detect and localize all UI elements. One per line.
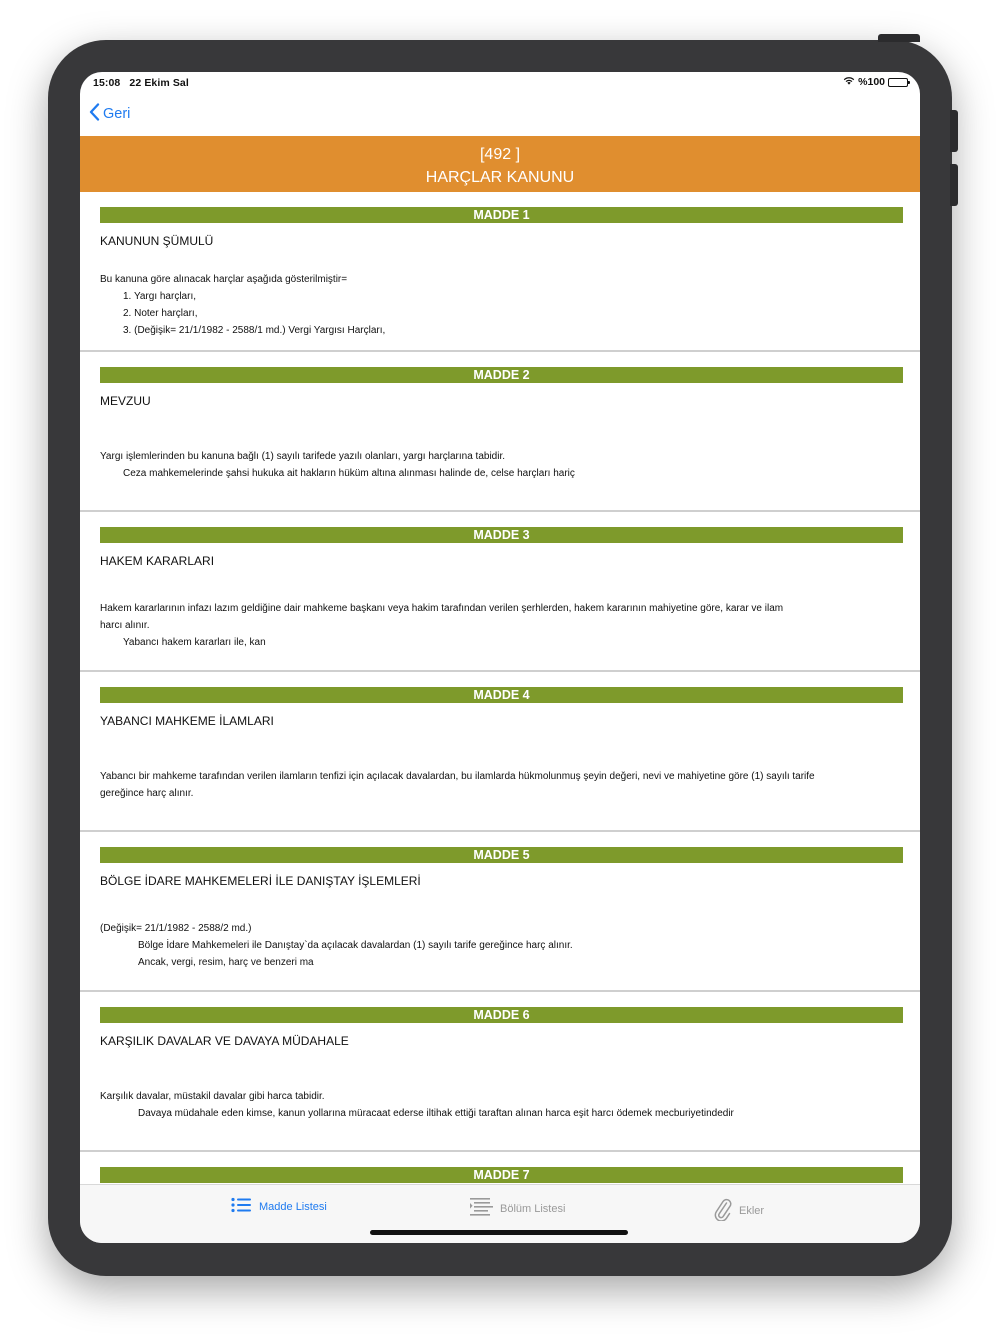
article-text-line: Yabancı bir mahkeme tarafından verilen ilamların tenfizi için açılacak davalardan, bu ilamlarda hükmolunmuş şeyin değeri, nevi ve mahiyetine göre (1) sayılı tarife	[100, 771, 815, 782]
list-icon	[231, 1197, 252, 1216]
back-label: Geri	[103, 106, 131, 122]
article-body	[100, 448, 900, 482]
clock: 15:08	[93, 77, 121, 89]
article-text-line: gereğince harç alınır.	[100, 788, 194, 799]
article-text-line: harcı alınır.	[100, 620, 150, 631]
article-label: MADDE 3	[100, 527, 903, 543]
article-row[interactable]	[80, 1152, 920, 1184]
tab-madde-listesi[interactable]	[231, 1197, 327, 1216]
article-text-line: Bu kanuna göre alınacak harçlar aşağıda gösterilmiştir=	[100, 274, 348, 285]
article-heading: HAKEM KARARLARI	[100, 554, 215, 568]
status-time	[93, 77, 189, 89]
text-align-icon	[470, 1197, 493, 1220]
law-title-banner	[80, 136, 920, 192]
article-text-line: Hakem kararlarının infazı lazım geldiğine dair mahkeme başkanı veya hakim tarafından verilen şerhlerden, hakem kararının mahiyetine göre, karar ve ilam	[100, 603, 784, 614]
article-heading: KANUNUN ŞÜMULÜ	[100, 234, 214, 248]
article-text-line: Karşılık davalar, müstakil davalar gibi harca tabidir.	[100, 1091, 325, 1102]
article-list[interactable]	[80, 192, 920, 1184]
article-label: MADDE 2	[100, 367, 903, 383]
article-body	[100, 271, 900, 339]
article-body	[100, 1088, 900, 1122]
status-bar	[80, 72, 920, 94]
article-text-line: 1. Yargı harçları,	[123, 291, 196, 302]
volume-down-button	[950, 164, 958, 206]
article-row[interactable]	[80, 192, 920, 352]
article-label: MADDE 7	[100, 1167, 903, 1183]
navigation-bar	[80, 100, 920, 136]
article-text-line: Ancak, vergi, resim, harç ve benzeri ma	[138, 957, 314, 968]
article-text-line: Yabancı hakem kararları ile, kan	[123, 637, 266, 648]
volume-up-button	[950, 110, 958, 152]
tab-label: Bölüm Listesi	[500, 1202, 566, 1215]
article-row[interactable]	[80, 512, 920, 672]
article-body	[100, 768, 900, 802]
tab-ekler[interactable]	[714, 1197, 764, 1224]
chevron-left-icon	[89, 103, 100, 125]
article-text-line: (Değişik= 21/1/1982 - 2588/2 md.)	[100, 923, 252, 934]
article-text-line: Ceza mahkemelerinde şahsi hukuka ait hakların hüküm altına alınması halinde de, celse harçları hariç	[123, 468, 575, 479]
battery-icon	[888, 78, 908, 87]
wifi-icon	[843, 76, 855, 88]
tab-label: Madde Listesi	[259, 1200, 327, 1213]
article-heading: YABANCI MAHKEME İLAMLARI	[100, 714, 274, 728]
article-row[interactable]	[80, 832, 920, 992]
article-text-line: Bölge İdare Mahkemeleri ile Danıştay`da açılacak davalardan (1) sayılı tarife gereğince harç alınır.	[138, 940, 573, 951]
article-body	[100, 600, 900, 651]
article-text-line: 3. (Değişik= 21/1/1982 - 2588/1 md.) Vergi Yargısı Harçları,	[123, 325, 386, 336]
article-label: MADDE 4	[100, 687, 903, 703]
date: 22 Ekim Sal	[129, 77, 189, 89]
article-text-line: 2. Noter harçları,	[123, 308, 198, 319]
screen	[80, 72, 920, 1243]
tab-label: Ekler	[739, 1204, 765, 1217]
article-heading: MEVZUU	[100, 394, 151, 408]
article-row[interactable]	[80, 352, 920, 512]
article-label: MADDE 1	[100, 207, 903, 223]
law-number: [492 ]	[479, 146, 521, 163]
article-body	[100, 920, 900, 971]
article-heading: BÖLGE İDARE MAHKEMELERİ İLE DANIŞTAY İŞLEMLERİ	[100, 874, 421, 888]
article-label: MADDE 6	[100, 1007, 903, 1023]
battery-percent: %100	[858, 76, 885, 88]
article-label: MADDE 5	[100, 847, 903, 863]
tab-bolum-listesi[interactable]	[470, 1197, 565, 1220]
article-row[interactable]	[80, 672, 920, 832]
status-indicators	[843, 76, 908, 88]
power-button	[878, 34, 920, 42]
law-name: HARÇLAR KANUNU	[425, 169, 575, 186]
back-button[interactable]	[89, 103, 130, 125]
paperclip-icon	[714, 1197, 732, 1224]
article-text-line: Yargı işlemlerinden bu kanuna bağlı (1) sayılı tarifede yazılı olanları, yargı harçlarına tabidir.	[100, 451, 506, 462]
home-indicator[interactable]	[370, 1230, 628, 1235]
article-heading: KARŞILIK DAVALAR VE DAVAYA MÜDAHALE	[100, 1034, 349, 1048]
article-text-line: Davaya müdahale eden kimse, kanun yollarına müracaat ederse iltihak ettiği taraftan alınan harca eşit harcı ödemek mecburiyetindedir	[138, 1108, 734, 1119]
article-row[interactable]	[80, 992, 920, 1152]
